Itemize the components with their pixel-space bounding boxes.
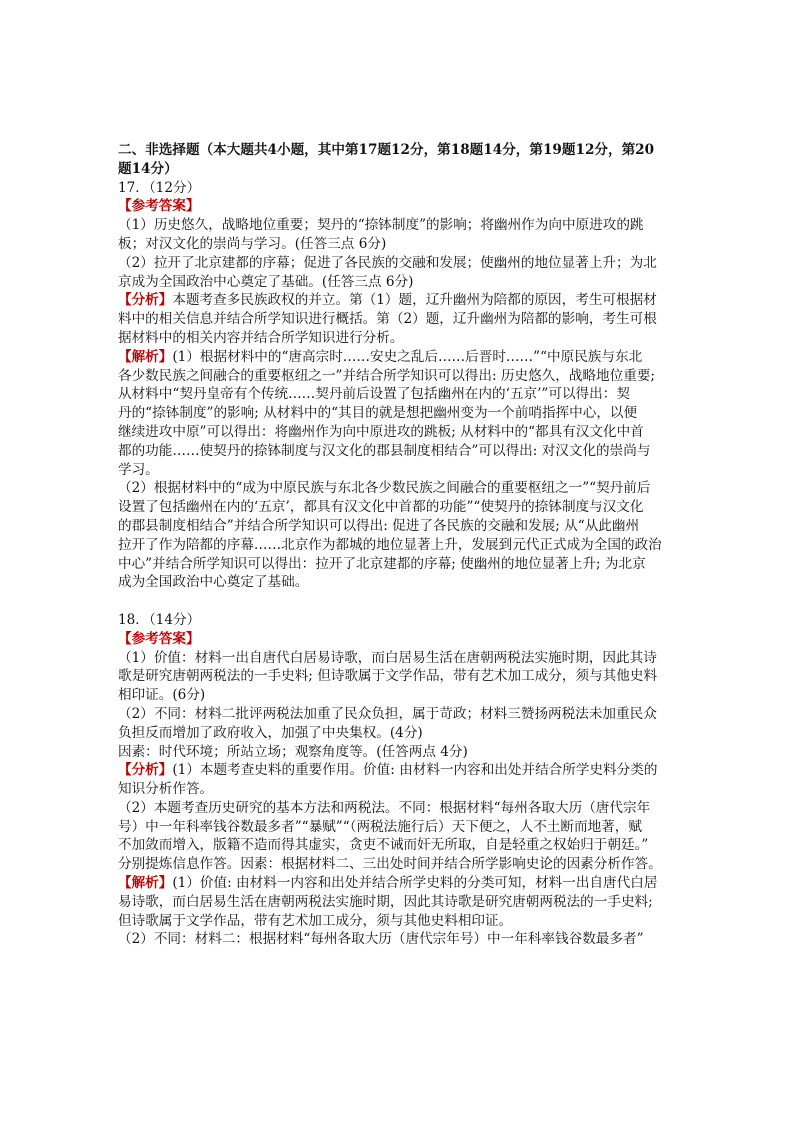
q18-analysis-line-first: [118, 761, 678, 780]
q17-analysis-tag: 【分析】: [118, 292, 173, 309]
q18-explain-tag: 【解析】: [118, 875, 173, 892]
q18-answer-line: 因素：时代环境；所站立场；观察角度等。(任答两点 4分): [118, 743, 468, 760]
q17-explain-line: 拉开了作为陪都的序幕……北京作为都城的地位显著上升，发展到元代正式成为全国的政治: [118, 536, 662, 553]
q18-answer-tag: 【参考答案】: [118, 630, 200, 647]
q18-answer-line: （2）不同：材料二批评两税法加重了民众负担，属于苛政；材料三赞扬两税法未加重民众: [118, 705, 657, 722]
q17-explain-line: 继续进攻中原”可以得出：将幽州作为向中原进攻的跳板; 从材料中的“都具有汉文化中首: [118, 423, 644, 440]
q17-explain-line: 设置了包括幽州在内的‘五京’，都具有汉文化中首都的功能”“使契丹的捺钵制度与汉文化: [118, 499, 644, 516]
q17-number: 17．（12分）: [118, 179, 201, 196]
q18-explain-line: （2）不同：材料二：根据材料“每州各取大历（唐代宗年号）中一年科率钱谷数最多者”: [118, 931, 644, 948]
q17-explain-tag: 【解析】: [118, 348, 173, 365]
section-heading-line-2: 题14分）: [118, 160, 178, 177]
document-page: [118, 141, 678, 949]
section-heading-line-1: 二、非选择题（本大题共4小题，其中第17题12分，第18题14分，第19题12分，第20: [118, 142, 655, 158]
q18-analysis-line: （2）本题考查历史研究的基本方法和两税法。不同：根据材料“每州各取大历（唐代宗年: [118, 799, 651, 816]
q17-explain-line: 中心”并结合所学知识可以得出：拉开了北京建都的序幕; 使幽州的地位显著上升; 为北京: [118, 555, 646, 572]
q18-answer-line: 相印证。(6分): [118, 687, 206, 704]
q17-analysis-line: 料中的相关信息并结合所学知识进行概括。第（2）题，辽升幽州为陪都的影响，考生可根: [118, 311, 657, 328]
q17-explain-line: 从材料中“契丹皇帝有个传统……契丹前后设置了包括幽州在内的‘五京’”可以得出：契: [118, 386, 630, 403]
q18-analysis-line: 不加敛而增入，版籍不造而得其虚实，贪吏不诫而奸无所取，自是轻重之权始归于朝廷。”: [118, 837, 649, 854]
q17-explain-line: 学习。: [118, 461, 159, 478]
q17-explain-line-first: [118, 348, 678, 367]
q17-explain-line: 的郡县制度相结合”并结合所学知识可以得出: 促进了各民族的交融和发展; 从“从此幽州: [118, 517, 640, 534]
q18-analysis-text: (1）本题考查史料的重要作用。价值: 由材料一内容和出处并结合所学史料分类的: [172, 762, 658, 779]
q17-answer-line: 京成为全国政治中心奠定了基础。(任答三点 6分): [118, 273, 414, 290]
q18-analysis-tag: 【分析】: [118, 762, 173, 779]
q17-analysis-line-first: [118, 291, 678, 310]
q17-answer-line: （2）拉开了北京建都的序幕；促进了各民族的交融和发展；使幽州的地位显著上升；为北: [118, 254, 657, 271]
q17-analysis-text: 本题考查多民族政权的并立。第（1）题，辽升幽州为陪都的原因，考生可根据材: [172, 292, 657, 309]
q17-answer-line: 板；对汉文化的崇尚与学习。(任答三点 6分): [118, 235, 387, 252]
q18-answer-line: （1）价值：材料一出自唐代白居易诗歌，而白居易生活在唐朝两税法实施时期，因此其诗: [118, 649, 657, 666]
q18-analysis-line: 分别提炼信息作答。因素：根据材料二、三出处时间并结合所学影响史论的因素分析作答。: [118, 856, 662, 873]
q17-explain-line: 都的功能……使契丹的捺钵制度与汉文化的郡县制度相结合”可以得出: 对汉文化的崇尚与: [118, 442, 651, 459]
q18-number: 18．（14分）: [118, 611, 201, 628]
q17-answer-tag: 【参考答案】: [118, 198, 200, 215]
section-spacer: [118, 592, 678, 611]
q18-answer-line: 负担反而增加了政府收入，加强了中央集权。(4分): [118, 724, 423, 741]
q18-analysis-line: 知识分析作答。: [118, 781, 214, 798]
q18-explain-text: (1）价值: 由材料一内容和出处并结合所学史料的分类可知，材料一出自唐代白居: [172, 875, 658, 892]
q17-analysis-line: 据材料中的相关内容并结合所学知识进行分析。: [118, 329, 404, 346]
q18-explain-line: 易诗歌，而白居易生活在唐朝两税法实施时期，因此其诗歌是研究唐朝两税法的一手史料;: [118, 893, 653, 910]
q17-explain-line: 丹的“捺钵制度”的影响; 从材料中的“其目的就是想把幽州变为一个前哨指挥中心，以便: [118, 405, 638, 422]
q18-answer-line: 歌是研究唐朝两税法的一手史料; 但诗歌属于文学作品，带有艺术加工成分，须与其他史料: [118, 668, 658, 685]
q17-explain-line: 各少数民族之间融合的重要枢纽之一”并结合所学知识可以得出: 历史悠久，战略地位重要;: [118, 367, 655, 384]
q17-answer-line: （1）历史悠久，战略地位重要；契丹的“捺钵制度”的影响；将幽州作为向中原进攻的跳: [118, 217, 644, 234]
q17-explain-line: 成为全国政治中心奠定了基础。: [118, 574, 309, 591]
q17-explain-line: （2）根据材料中的“成为中原民族与东北各少数民族之间融合的重要枢纽之一”“契丹前后: [118, 480, 651, 497]
q18-explain-line-first: [118, 874, 678, 893]
q18-analysis-line: 号）中一年科率钱谷数最多者”“暴赋”“（两税法施行后）天下便之，人不土断而地著，赋: [118, 818, 642, 835]
q17-explain-text: (1）根据材料中的“唐高宗时……安史之乱后……后晋时……”“中原民族与东北: [172, 348, 643, 365]
q18-explain-line: 但诗歌属于文学作品，带有艺术加工成分，须与其他史料相印证。: [118, 912, 513, 929]
